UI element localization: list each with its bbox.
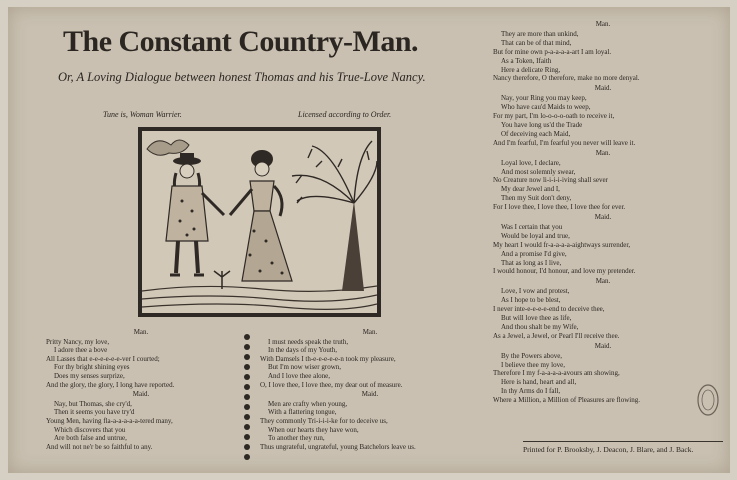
- verse-line: And most solemnly swear,: [501, 167, 576, 176]
- verse-line: Loyal love, I declare,: [501, 158, 561, 167]
- verse-line: But will love thee as life,: [501, 314, 572, 322]
- verse-line: With a flattering tongue,: [268, 408, 337, 417]
- verse-line: They are more than unkind,: [501, 29, 579, 38]
- speaker-label: Man.: [595, 148, 611, 157]
- speaker-label: Man.: [595, 277, 611, 286]
- verse-line: That can be of that mind,: [501, 38, 572, 47]
- speaker-label: Maid.: [594, 213, 612, 222]
- verse-line: I would honour, I'd honour, and love my pretender.: [493, 267, 636, 276]
- verse-line: Nancy therefore, O therefore, make no more denyal.: [493, 74, 640, 83]
- verse-line: And thou shalt be my Wife,: [501, 322, 579, 331]
- speaker-label: Man.: [362, 328, 378, 336]
- verse-line: Therefore I my f-a-a-a-a-avours am showing,: [493, 369, 620, 378]
- verse-line: My heart I would fr-a-a-a-a-aightways surrender,: [493, 240, 631, 249]
- verse-line: Nay, but Thomas, she cry'd,: [54, 399, 132, 408]
- tune-line: Tune is, Woman Warrier.: [103, 110, 182, 119]
- broadside-sheet: [8, 7, 730, 473]
- verse-line: Men are crafty when young,: [268, 399, 348, 408]
- verse-line: And a promise I'd give,: [501, 249, 567, 258]
- verse-line: For thy bright shining eyes: [54, 363, 130, 372]
- verse-line: No Creature now li-i-i-i-iving shall sever: [493, 176, 608, 185]
- broadside-title: The Constant Country-Man.: [63, 25, 419, 58]
- verse-line: And the glory, the glory, I long have reported.: [46, 380, 175, 389]
- verse-line: Who have cau'd Maids to weep,: [501, 103, 591, 112]
- verse-line: Would be loyal and true,: [501, 231, 570, 240]
- verse-line: In the days of my Youth,: [268, 346, 338, 355]
- verse-line: As I hope to be blest,: [501, 296, 561, 305]
- verse-column-left: [46, 327, 236, 451]
- library-stamp-icon: [696, 383, 720, 417]
- license-line: Licensed according to Order.: [298, 110, 392, 119]
- speaker-label: Maid.: [132, 390, 150, 399]
- verse-line: Then it seems you have try'd: [54, 408, 135, 417]
- verse-line: Young Men, having fla-a-a-a-a-a-tered many,: [46, 416, 173, 425]
- verse-line: And I love thee alone,: [268, 371, 331, 380]
- verse-line: Here a delicate Ring,: [501, 65, 561, 74]
- verse-line: Does my senses surprize,: [54, 371, 125, 380]
- speaker-label: Maid.: [594, 84, 612, 93]
- verse-line: Thus ungrateful, ungrateful, young Batchelors leave us.: [260, 442, 416, 451]
- verse-line: Which discovers that you: [54, 425, 126, 434]
- speaker-label: Maid.: [361, 390, 379, 399]
- printer-imprint: Printed for P. Brooksby, J. Deacon, J. Blare, and J. Back.: [523, 441, 723, 454]
- verse-line: By the Powers above,: [501, 351, 563, 360]
- verse-line: That as long as I live,: [501, 258, 562, 267]
- verse-line: All Lasses that e-e-e-e-e-e-ver I courted;: [46, 354, 160, 363]
- verse-line: To another they run,: [268, 434, 325, 443]
- woodcut-couple-image: [142, 131, 377, 313]
- verse-line: As a Token, Ifaith: [501, 56, 552, 65]
- speaker-label: Man.: [595, 20, 611, 28]
- verse-line: Here is hand, heart and all,: [501, 378, 577, 387]
- verse-line: They commonly Tri-i-i-i-ke for to deceive us,: [260, 416, 388, 425]
- verse-column-middle: [260, 327, 480, 451]
- verse-line: But for mine own p-a-a-a-a-art I am loyal.: [493, 47, 612, 56]
- verse-line: I adore thee a bove: [54, 346, 108, 355]
- verse-line: O, I love thee, I love thee, my dear out of measure.: [260, 380, 403, 389]
- ornament-divider-icon: [242, 331, 252, 466]
- verse-line: Of deceiving each Maid,: [501, 129, 571, 138]
- verse-line: Then my Suit don't deny,: [501, 194, 572, 203]
- verse-line: Was I certain that you: [501, 222, 563, 231]
- verse-line: I believe thee my love,: [501, 360, 565, 369]
- verse-line: Pritty Nancy, my love,: [46, 337, 110, 346]
- verse-line: For I love thee, I love thee, I love thee for ever.: [493, 203, 626, 212]
- speaker-label: Maid.: [594, 341, 612, 350]
- verse-line: Are both false and untrue,: [54, 434, 127, 443]
- verse-line: With Damsels I th-e-e-e-e-e-n took my pleasure,: [260, 354, 396, 363]
- broadside-subtitle: Or, A Loving Dialogue between honest Thomas and his True-Love Nancy.: [58, 70, 426, 84]
- verse-line: You have long us'd the Trade: [501, 120, 583, 129]
- verse-line: I must needs speak the truth,: [268, 337, 349, 346]
- verse-line: As a Jewel, a Jewel, or Pearl I'll receive thee.: [493, 331, 620, 340]
- verse-line: In thy Arms do I fall,: [501, 387, 561, 396]
- verse-line: When our hearts they have won,: [268, 425, 359, 434]
- verse-line: Nay, your Ring you may keep,: [501, 94, 587, 103]
- verse-column-right: [493, 19, 713, 405]
- woodcut-illustration: [138, 127, 381, 317]
- verse-line: I never inte-e-e-e-e-end to deceive thee,: [493, 305, 605, 314]
- verse-line: Love, I vow and protest,: [501, 287, 570, 296]
- speaker-label: Man.: [133, 328, 149, 336]
- verse-line: And I'm fearful, I'm fearful you never will leave it.: [493, 138, 636, 147]
- verse-line: For my part, I'm lo-o-o-o-oath to receive it,: [493, 112, 615, 121]
- verse-line: But I'm now wiser grown,: [268, 363, 342, 372]
- verse-line: Where a Million, a Million of Pleasures are flowing.: [493, 396, 640, 405]
- verse-line: My dear Jewel and I,: [501, 185, 560, 194]
- verse-line: And will not ne'r be so faithful to any.: [46, 442, 153, 451]
